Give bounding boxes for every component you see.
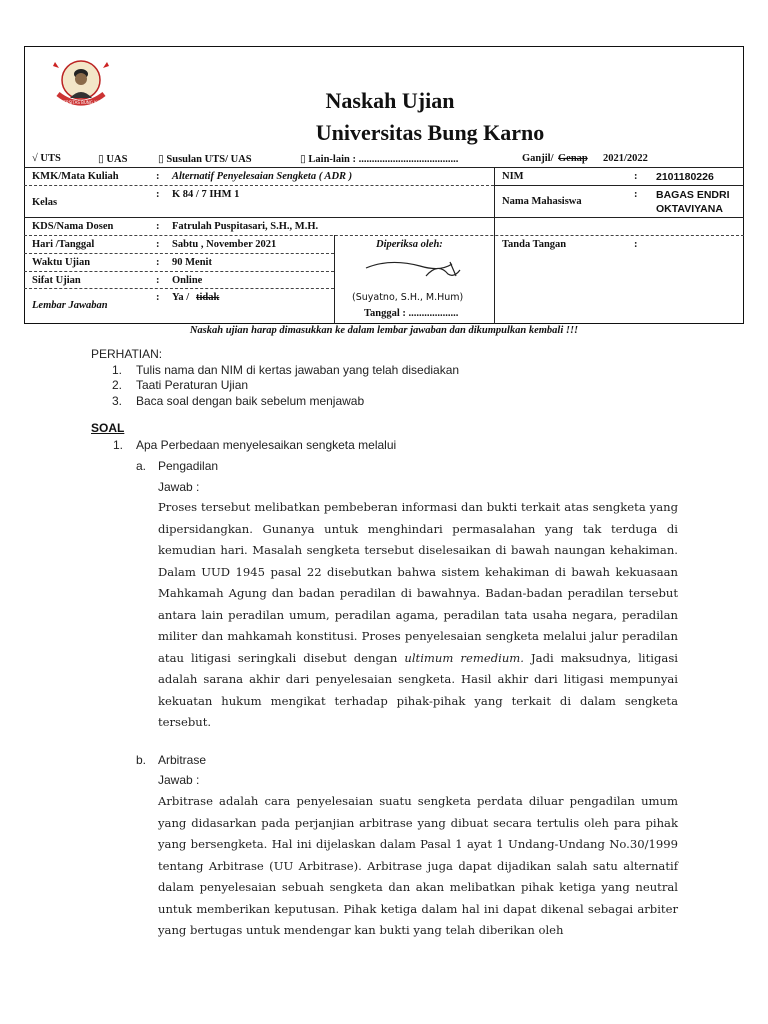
soal-heading: SOAL (91, 421, 125, 435)
colon: : (634, 171, 638, 182)
header-divider (24, 167, 744, 168)
colon: : (634, 189, 638, 200)
perhatian-num: 2. (112, 378, 123, 392)
answer-text: Jadi maksudnya, litigasi adalah sarana akhir dari penyelesaian sengketa. Hasil akhir dari litigasi mempunyai kekuatan hukum mengikat terhadap pihak-pihak yang terkait di dalam sengketa tersebut. (158, 650, 678, 729)
exam-type-susulan: ▯ Susulan UTS/ UAS (158, 154, 252, 165)
university-logo (50, 54, 112, 114)
jawab-label: Jawab : (158, 480, 200, 494)
tanda-tangan-label: Tanda Tangan (502, 239, 567, 250)
row-divider (24, 217, 494, 218)
subquestion-label: a. (136, 459, 147, 473)
hari-label: Hari /Tanggal (32, 239, 95, 250)
kelas-label: Kelas (32, 197, 58, 208)
hari-value: Sabtu , November 2021 (172, 239, 277, 250)
colon: : (156, 171, 160, 182)
logo-emblem (50, 54, 112, 114)
kmk-value: Alternatif Penyelesaian Sengketa ( ADR ) (172, 171, 353, 182)
nim-value: 2101180226 (656, 171, 714, 183)
diperiksa-label: Diperiksa oleh: (376, 239, 443, 250)
examiner-signature (360, 254, 470, 284)
row-divider (24, 288, 334, 289)
row-divider (24, 253, 334, 254)
academic-year: 2021/2022 (603, 153, 648, 164)
logo-text: UNIVERSITAS BUNG KARNO (53, 100, 109, 105)
dosen-label: KDS/Nama Dosen (32, 221, 114, 232)
nama-value-line2: OKTAVIYANA (656, 203, 723, 215)
perhatian-item: Taati Peraturan Ujian (136, 378, 249, 392)
row-divider (24, 271, 334, 272)
colon: : (156, 275, 160, 286)
exam-type-uas: ▯ UAS (98, 154, 128, 165)
exam-type-lain: ▯ Lain-lain : ...................................... (300, 154, 459, 165)
university-name: Universitas Bung Karno (315, 120, 545, 145)
perhatian-item: Tulis nama dan NIM di kertas jawaban yang telah disediakan (136, 363, 460, 377)
colon: : (156, 292, 160, 303)
answer-emphasis: ultimum remedium. (404, 650, 524, 665)
answer-paragraph-a (158, 497, 678, 734)
subquestion-title: Arbitrase (158, 753, 207, 767)
nama-value-line1: BAGAS ENDRI (656, 189, 730, 201)
row-divider (494, 217, 744, 218)
row-divider (24, 235, 744, 236)
lembar-label: Lembar Jawaban (32, 300, 108, 311)
examiner-name: (Suyatno, S.H., M.Hum) (352, 292, 464, 303)
submission-note: Naskah ujian harap dimasukkan ke dalam lembar jawaban dan dikumpulkan kembali !!! (189, 325, 579, 336)
subquestion-title: Pengadilan (158, 459, 219, 473)
tanggal-field: Tanggal : ................... (364, 308, 459, 319)
row-divider (494, 185, 744, 186)
dosen-value: Fatrulah Puspitasari, S.H., M.H. (172, 221, 319, 232)
kmk-label: KMK/Mata Kuliah (32, 171, 119, 182)
perhatian-num: 1. (112, 363, 123, 377)
semester-ganjil: Ganjil/ (522, 153, 554, 164)
column-divider-right (494, 167, 495, 324)
question-text: Apa Perbedaan menyelesaikan sengketa melalui (136, 438, 397, 452)
semester-genap: Genap (558, 153, 588, 164)
answer-paragraph-b: Arbitrase adalah cara penyelesaian suatu sengketa perdata diluar pengadilan umum yang didasarkan pada perjanjian arbitrase yang dibuat secara tertulis oleh para pihak yang bersengketa. Hal ini dijelaskan dalam Pasal 1 ayat 1 Undang-Undang No.30/1999 tentang Arbitrase (UU Arbitrase). Arbitrase juga dapat dijadikan salah satu alternatif dalam penyelesaian sebuah sengketa dan akan melibatkan pihak ketiga yang neutral untuk memberikan keputusan. Pihak ketiga dalam hal ini dapat dikenal sebagai arbiter yang bertugas untuk mendengar kan bukti yang telah diberikan oleh (158, 794, 678, 937)
question-number: 1. (113, 438, 124, 452)
exam-title: Naskah Ujian (325, 88, 455, 113)
exam-type-uts: √ UTS (32, 153, 61, 164)
perhatian-num: 3. (112, 394, 123, 408)
colon: : (156, 221, 160, 232)
column-divider-mid (334, 235, 335, 324)
perhatian-item: Baca soal dengan baik sebelum menjawab (136, 394, 365, 408)
nama-label: Nama Mahasiswa (502, 196, 582, 207)
kelas-value: K 84 / 7 IHM 1 (172, 189, 240, 200)
colon: : (634, 239, 638, 250)
colon: : (156, 257, 160, 268)
sifat-value: Online (172, 275, 203, 286)
waktu-label: Waktu Ujian (32, 257, 91, 268)
lembar-ya: Ya / (172, 292, 190, 303)
colon: : (156, 189, 160, 200)
colon: : (156, 239, 160, 250)
lembar-tidak: tidak (196, 292, 220, 303)
waktu-value: 90 Menit (172, 257, 212, 268)
row-divider (24, 185, 494, 186)
nim-label: NIM (502, 171, 524, 182)
sifat-label: Sifat Ujian (32, 275, 81, 286)
jawab-label: Jawab : (158, 773, 200, 787)
subquestion-label: b. (136, 753, 147, 767)
answer-text: Proses tersebut melibatkan pembeberan informasi dan bukti terkait atas sengketa yang dipersidangkan. Gunanya untuk menghindari permasalahan yang tak terduga di kemudian hari. Masalah sengketa tersebut diselesaikan di bawah naungan kehakiman. Dalam UUD 1945 pasal 22 disebutkan bahwa sistem kehakiman di bawah kekuasaan Mahkamah Agung dan badan peradilan di bawahnya. Badan-badan peradilan tersebut antara lain peradilan umum, peradilan agama, peradilan tata usaha negara, peradilan militer dan mahkamah konstitusi. Proses penyelesaian sengketa melalui jalur peradilan atau litigasi seringkali disebut dengan (158, 500, 678, 665)
perhatian-title: PERHATIAN: (91, 347, 163, 361)
